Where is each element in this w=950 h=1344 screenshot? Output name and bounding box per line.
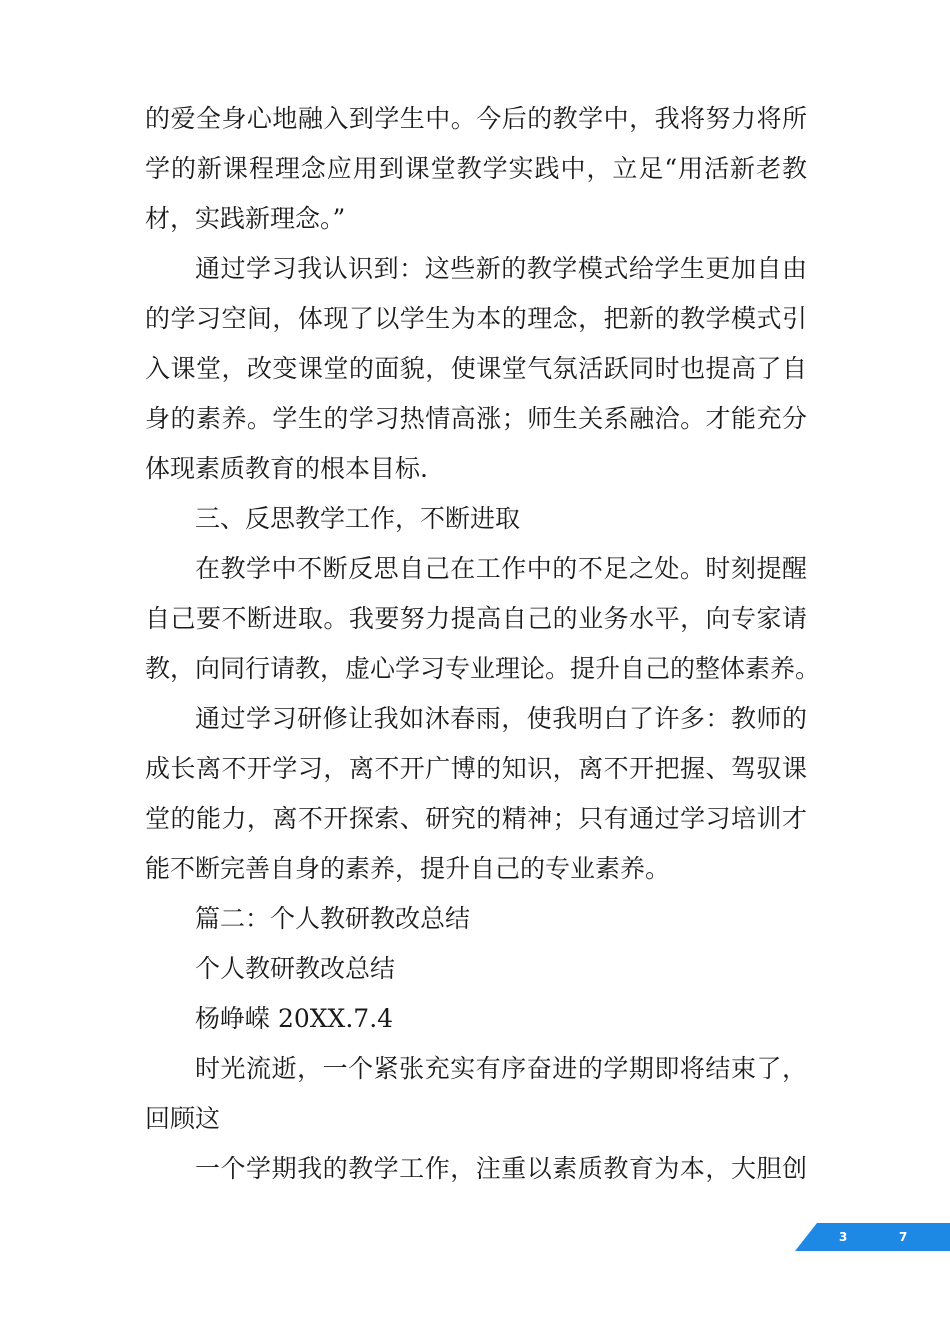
page-badge-shape (795, 1223, 950, 1251)
text-line: 教，向同行请教，虚心学习专业理论。提升自己的整体素养。 (145, 654, 821, 683)
text-line: 材，实践新理念。” (145, 204, 346, 233)
text-line: 通过学习研修让我如沐春雨，使我明白了许多：教师的 (195, 704, 807, 733)
section-heading: 三、反思教学工作，不断进取 (195, 504, 521, 533)
text-line: 能不断完善自身的素养，提升自己的专业素养。 (145, 854, 671, 883)
text-line: 入课堂，改变课堂的面貌，使课堂气氛活跃同时也提高了自 (145, 354, 807, 383)
current-page-number: 3 (839, 1230, 848, 1244)
text-line: 堂的能力，离不开探索、研究的精神；只有通过学习培训才 (145, 804, 807, 833)
text-line: 体现素质教育的根本目标. (145, 454, 428, 483)
text-line: 回顾这 (145, 1104, 221, 1133)
article-title: 个人教研教改总结 (195, 954, 396, 983)
page-number-badge (795, 1223, 950, 1251)
text-line: 的学习空间，体现了以学生为本的理念，把新的教学模式引 (145, 304, 807, 333)
text-line: 身的素养。学生的学习热情高涨；师生关系融洽。才能充分 (145, 404, 807, 433)
author-date: 杨峥嵘 20XX.7.4 (195, 1004, 394, 1033)
text-line: 自己要不断进取。我要努力提高自己的业务水平，向专家请 (145, 604, 807, 633)
document-body (145, 94, 821, 1194)
text-line: 的爱全身心地融入到学生中。今后的教学中，我将努力将所 (145, 104, 807, 133)
text-line: 时光流逝，一个紧张充实有序奋进的学期即将结束了， (195, 1054, 807, 1083)
text-line: 成长离不开学习，离不开广博的知识，离不开把握、驾驭课 (145, 754, 807, 783)
text-line: 在教学中不断反思自己在工作中的不足之处。时刻提醒 (195, 554, 807, 583)
text-line: 通过学习我认识到：这些新的教学模式给学生更加自由 (195, 254, 807, 283)
article-heading: 篇二：个人教研教改总结 (195, 904, 471, 933)
text-line: 学的新课程理念应用到课堂教学实践中，立足“用活新老教 (145, 154, 807, 183)
text-line: 一个学期我的教学工作，注重以素质教育为本，大胆创 (195, 1154, 807, 1183)
total-pages-number: 7 (899, 1230, 908, 1244)
